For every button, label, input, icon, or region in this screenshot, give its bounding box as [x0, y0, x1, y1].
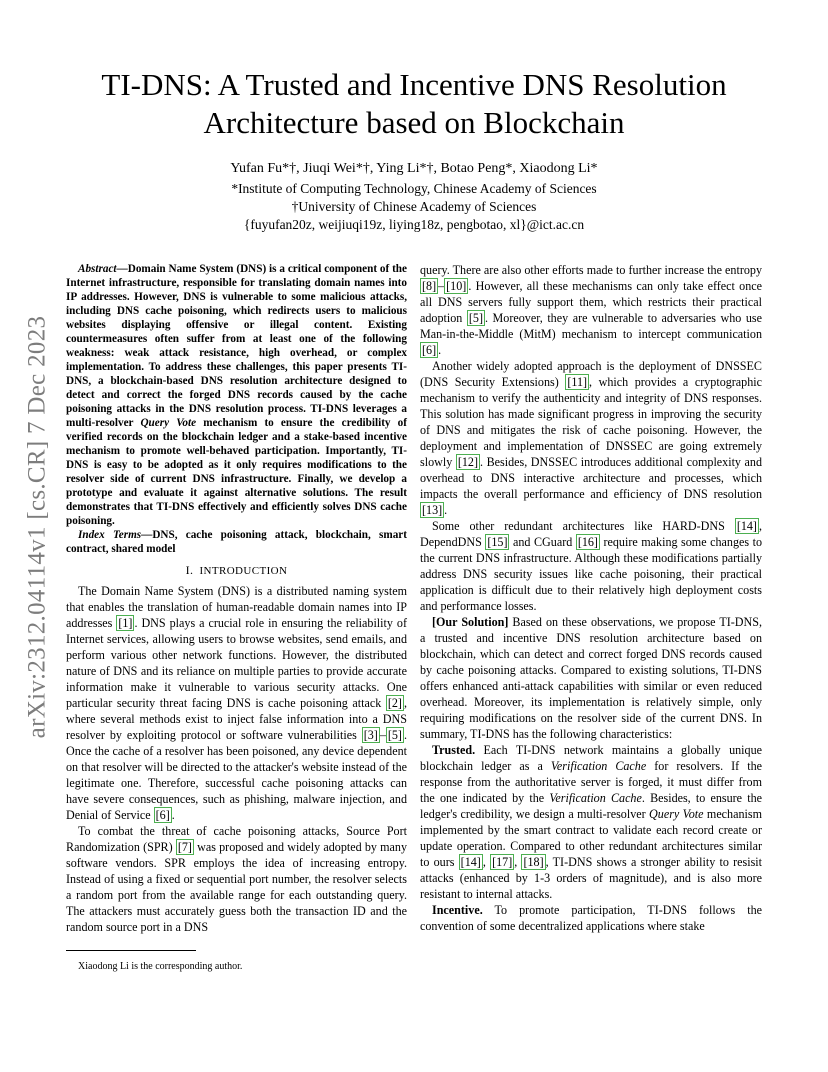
citation-link[interactable]: [18]	[523, 855, 544, 869]
citation-link[interactable]: [7]	[177, 840, 192, 854]
intro-paragraph-redundant: Some other redundant architectures like HARD-DNS [14] , DependDNS [15] and CGuard [16] require making some changes to the current DNS infrastructure. Although these modifications partially address DNS security issues like cache poisoning, their practical application is difficult due to their relatively high deployment costs and performance losses.	[420, 519, 762, 613]
left-column	[66, 262, 407, 935]
citation-link[interactable]: [6]	[155, 808, 170, 822]
affiliation-ict: *Institute of Computing Technology, Chinese Academy of Sciences	[231, 181, 597, 196]
citation-link[interactable]: [8]	[422, 279, 437, 293]
affiliation-ucas: †University of Chinese Academy of Sciences	[291, 199, 537, 214]
section-heading-introduction	[66, 562, 407, 579]
footnote-rule	[66, 950, 196, 951]
intro-paragraph-solution: [Our Solution] Based on these observations, we propose TI-DNS, a trusted and incentive DNS resolution architecture based on blockchain, which can detect and correct forged DNS records caused by cache poisoning attacks. Compared to existing solutions, TI-DNS offers enhanced anti-attack capabilities with similar or even reduced overhead. Moreover, its implementation is relatively simple, only requiring modifications on the resolver side of the current DNS. In summary, TI-DNS has the following characteristics:	[420, 615, 762, 741]
intro-paragraph-incentive: Incentive. To promote participation, TI-DNS follows the convention of some decentralized applications where stake	[420, 903, 762, 933]
our-solution-label: [Our Solution]	[432, 615, 509, 629]
citation-link[interactable]: [13]	[422, 503, 443, 517]
index-terms-text: —DNS, cache poisoning attack, blockchain, smart contract, shared model	[66, 529, 407, 555]
citation-link[interactable]: [16]	[577, 535, 598, 549]
citation-link[interactable]: [10]	[446, 279, 467, 293]
intro-paragraph-2: To combat the threat of cache poisoning attacks, Source Port Randomization (SPR) [7] was proposed and widely adopted by many software vendors. SPR employs the idea of increasing entropy. Instead of using a fixed or sequential port number, the resolver selects a random port from the available range for each outstanding query. The attackers must accurately guess both the transaction ID and the random source port in a DNS	[66, 824, 408, 934]
section-number: I.	[185, 563, 194, 577]
incentive-label: Incentive.	[432, 903, 483, 917]
author-block	[60, 160, 768, 234]
abstract-text-1: —Domain Name System (DNS) is a critical component of the Internet infrastructure, responsible for translating domain names into IP addresses. However, DNS is vulnerable to some malicious attacks, including DNS cache poisoning, which redirects users to malicious websites displaying offensive or illegal content. Existing countermeasures often suffer from at least one of the following weakness: weak attack resistance, high overhead, or complex implementation. To address these challenges, this paper presents TI-DNS, a blockchain-based DNS resolution architecture designed to detect and correct the forged DNS records caused by the cache poisoning attacks in the DNS resolution process. TI-DNS leverages a multi-resolver	[66, 263, 407, 429]
citation-link[interactable]: [5]	[387, 728, 402, 742]
abstract	[66, 262, 407, 528]
footnote: Xiaodong Li is the corresponding author.	[78, 961, 243, 972]
intro-paragraph-1: The Domain Name System (DNS) is a distributed naming system that enables the translation of human-readable domain names into IP addresses [1] . DNS plays a crucial role in ensuring the reliability of Internet services, allowing users to browse websites, send emails, and perform various other network functions. However, the distributed nature of DNS and its reliance on multiple parties to provide accurate information make it vulnerable to various security attacks. One particular security threat facing DNS is cache poisoning attack [2] , where several methods exist to inject false information into a DNS resolver by exploiting protocol or software vulnerabilities [3] – [5] . Once the cache of a resolver has been poisoned, any device dependent on that resolver will be directed to the attacker's website instead of the legitimate one. Therefore, successful cache poisoning attacks can have severe consequences, such as phishing, malware injection, and Denial of Service [6] .	[66, 584, 407, 822]
paper-title: TI-DNS: A Trusted and Incentive DNS Resolution Architecture based on Blockchain	[101, 67, 727, 140]
abstract-label: Abstract	[78, 263, 117, 275]
abstract-query-vote: Query Vote	[140, 417, 197, 429]
index-terms-label: Index Terms	[78, 529, 142, 541]
author-names: Yufan Fu*†, Jiuqi Wei*†, Ying Li*†, Botao Peng*, Xiaodong Li*	[230, 161, 598, 176]
citation-link[interactable]: [12]	[457, 455, 478, 469]
citation-link[interactable]: [11]	[567, 375, 588, 389]
intro-paragraph-dnssec: Another widely adopted approach is the deployment of DNSSEC (DNS Security Extensions) [11] , which provides a cryptographic mechanism to verify the authenticity and integrity of DNS responses. This solution has made significant progress in improving the security of DNS and mitigates the risk of cache poisoning. However, the deployment and implementation of DNSSEC are going extremely slowly [12] . Besides, DNSSEC introduces additional complexity and overhead to DNS interactive architecture and processes, which impacts the overall performance and efficiency of DNS resolution [13] .	[420, 359, 763, 517]
arxiv-identifier-stamp	[22, 292, 52, 762]
intro-paragraph-3: query. There are also other efforts made to further increase the entropy [8] – [10] . However, all these mechanisms can only take effect once all DNS servers fully support them, which restricts their practical adoption [5] . Moreover, they are vulnerable to adversaries who use Man-in-the-Middle (MitM) mechanism to intercept communication [6] .	[420, 263, 762, 357]
citation-link[interactable]: [5]	[468, 311, 483, 325]
citation-link[interactable]: [17]	[492, 855, 513, 869]
citation-link[interactable]: [14]	[736, 519, 757, 533]
citation-link[interactable]: [15]	[487, 535, 508, 549]
abstract-text-2: mechanism to ensure the credibility of verified records on the blockchain ledger and a stake-based incentive mechanism to promote well-behaved participation. Importantly, TI-DNS is easy to be adopted as it only requires modifications to the resolver side of current DNS infrastructure. Finally, we develop a prototype and evaluate it against alternative solutions. The result demonstrates that TI-DNS effectively and efficiently solves DNS cache poisoning.	[66, 417, 407, 527]
author-emails: {fuyufan20z, weijiuqi19z, liying18z, pengbotao, xl}@ict.ac.cn	[243, 217, 585, 232]
arxiv-identifier-text: arXiv:2312.04114v1 [cs.CR] 7 Dec 2023	[23, 315, 50, 739]
right-column	[420, 262, 762, 934]
citation-link[interactable]: [6]	[422, 343, 437, 357]
citation-link[interactable]: [3]	[363, 728, 378, 742]
citation-link[interactable]: [1]	[118, 616, 133, 630]
citation-link[interactable]: [2]	[387, 696, 402, 710]
citation-link[interactable]: [14]	[460, 855, 481, 869]
section-title: INTRODUCTION	[199, 565, 288, 577]
intro-paragraph-trusted: Trusted. Each TI-DNS network maintains a globally unique blockchain ledger as a Verification Cache for resolvers. If the response from the authoritative server is forged, it must differ from the one indicated by the Verification Cache. Besides, to ensure the ledger's credibility, we design a multi-resolver Query Vote mechanism implemented by the smart contract to validate each record create or update operation. Compared to other redundant architectures similar to ours [14] , [17] , [18] , TI-DNS shows a stronger ability to resisit attacks (enhanced by 1-3 orders of magnitude), and is also more resistant to internal attacks.	[420, 743, 763, 901]
index-terms	[66, 528, 407, 556]
trusted-label: Trusted.	[432, 743, 476, 757]
